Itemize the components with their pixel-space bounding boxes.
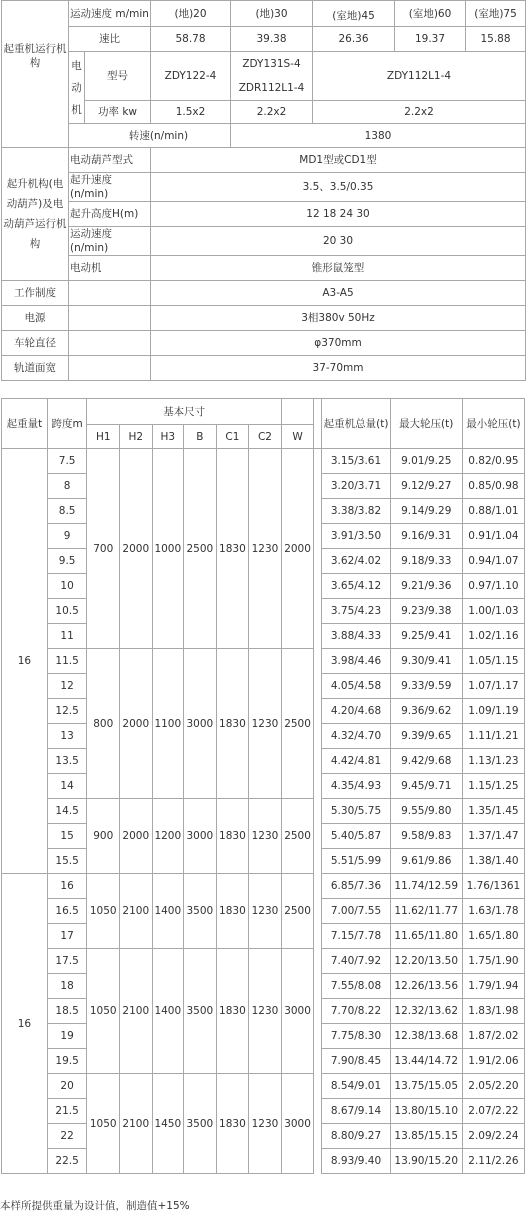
total-weight-cell: 7.15/7.78: [322, 924, 390, 949]
spec-row-power-supply: [2, 306, 526, 331]
min-wheel-cell: 1.65/1.80: [462, 924, 524, 949]
min-wheel-header: 最小轮压(t): [462, 399, 524, 449]
max-wheel-cell: 9.16/9.31: [390, 524, 462, 549]
min-wheel-cell: 0.94/1.07: [462, 549, 524, 574]
model-label: 型号: [85, 52, 151, 101]
min-wheel-cell: 1.09/1.19: [462, 699, 524, 724]
total-weight-cell: 5.51/5.99: [322, 849, 390, 874]
total-weight-cell: 3.98/4.46: [322, 649, 390, 674]
spec-row-duty: [2, 281, 526, 306]
min-wheel-cell: 1.07/1.17: [462, 674, 524, 699]
total-weight-header: 起重机总量(t): [322, 399, 390, 449]
min-wheel-cell: 1.37/1.47: [462, 824, 524, 849]
min-wheel-cell: 0.97/1.10: [462, 574, 524, 599]
hoist-motor-value: 锥形鼠笼型: [151, 256, 526, 281]
max-wheel-cell: 9.33/9.59: [390, 674, 462, 699]
min-wheel-cell: 1.15/1.25: [462, 774, 524, 799]
dim-w-cell: 2500: [281, 799, 314, 874]
dim-h1-cell: 900: [87, 799, 120, 874]
span-cell: 17.5: [47, 949, 87, 974]
dim-h2-cell: 2000: [120, 799, 153, 874]
spec-row-model: [2, 52, 526, 101]
total-weight-cell: 8.80/9.27: [322, 1124, 390, 1149]
max-wheel-cell: 9.42/9.68: [390, 749, 462, 774]
table-row: [2, 649, 525, 674]
power-cell: 2.2x2: [231, 101, 313, 124]
spec-row-speed: [2, 1, 526, 27]
span-cell: 13.5: [47, 749, 87, 774]
empty-cell: [314, 999, 322, 1024]
dim-h3-cell: 1450: [152, 1074, 184, 1174]
dimension-table: [1, 398, 525, 1174]
max-wheel-cell: 9.01/9.25: [390, 449, 462, 474]
max-wheel-cell: 9.36/9.62: [390, 699, 462, 724]
span-cell: 21.5: [47, 1099, 87, 1124]
empty-cell: [314, 1099, 322, 1124]
max-wheel-cell: 13.80/15.10: [390, 1099, 462, 1124]
min-wheel-cell: 1.63/1.78: [462, 899, 524, 924]
max-wheel-cell: 9.45/9.71: [390, 774, 462, 799]
ratio-cell: 15.88: [466, 27, 526, 52]
total-weight-cell: 4.42/4.81: [322, 749, 390, 774]
dim-w-cell: 3000: [281, 949, 314, 1074]
ratio-cell: 39.38: [231, 27, 313, 52]
table-row: [2, 1074, 525, 1099]
speed-cell: (地)20: [151, 1, 231, 27]
wheel-label: 车轮直径: [2, 331, 69, 356]
min-wheel-cell: 1.05/1.15: [462, 649, 524, 674]
empty-cell: [314, 824, 322, 849]
rail-label: 轨道面宽: [2, 356, 69, 381]
col-header-w: W: [281, 425, 314, 449]
span-cell: 8: [47, 474, 87, 499]
hoist-speed-label: 运动速度(n/min): [69, 227, 151, 256]
total-weight-cell: 3.15/3.61: [322, 449, 390, 474]
min-wheel-cell: 0.91/1.04: [462, 524, 524, 549]
dim-b-cell: 2500: [184, 449, 217, 649]
model-cell-two-lines: [231, 52, 313, 101]
min-wheel-cell: 1.38/1.40: [462, 849, 524, 874]
min-wheel-cell: 1.35/1.45: [462, 799, 524, 824]
max-wheel-cell: 9.12/9.27: [390, 474, 462, 499]
min-wheel-cell: 1.02/1.16: [462, 624, 524, 649]
min-wheel-cell: 2.05/2.20: [462, 1074, 524, 1099]
rpm-value: 1380: [231, 124, 526, 148]
empty-cell: [314, 1149, 322, 1174]
dim-b-cell: 3500: [184, 949, 217, 1074]
dim-c2-cell: 1230: [249, 799, 282, 874]
dim-h2-cell: 2100: [120, 949, 153, 1074]
col-header-c1: C1: [216, 425, 249, 449]
duty-value: A3-A5: [151, 281, 526, 306]
dim-h1-cell: 1050: [87, 949, 120, 1074]
lift-speed-value: 3.5、3.5/0.35: [151, 173, 526, 202]
empty-cell: [314, 574, 322, 599]
max-wheel-cell: 9.55/9.80: [390, 799, 462, 824]
min-wheel-cell: 2.11/2.26: [462, 1149, 524, 1174]
span-cell: 9: [47, 524, 87, 549]
min-wheel-cell: 2.07/2.22: [462, 1099, 524, 1124]
min-wheel-cell: 1.79/1.94: [462, 974, 524, 999]
span-cell: 18: [47, 974, 87, 999]
power-supply-label: 电源: [2, 306, 69, 331]
col-header-c2: C2: [249, 425, 282, 449]
dim-h2-cell: 2000: [120, 449, 153, 649]
empty-cell: [314, 799, 322, 824]
empty-cell: [314, 474, 322, 499]
span-cell: 15: [47, 824, 87, 849]
max-wheel-cell: 11.62/11.77: [390, 899, 462, 924]
max-wheel-cell: 9.18/9.33: [390, 549, 462, 574]
empty-cell: [314, 674, 322, 699]
empty-cell: [314, 899, 322, 924]
span-cell: 9.5: [47, 549, 87, 574]
col-header-h3: H3: [152, 425, 184, 449]
dim-w-cell: 3000: [281, 1074, 314, 1174]
spec-row-hoist-speed: [2, 227, 526, 256]
empty-cell: [314, 649, 322, 674]
table-row: [2, 949, 525, 974]
wheel-value: φ370mm: [151, 331, 526, 356]
empty-cell: [314, 924, 322, 949]
total-weight-cell: 6.85/7.36: [322, 874, 390, 899]
spec-table: [1, 0, 526, 381]
hoist-type-label: 电动葫芦型式: [69, 148, 151, 173]
max-wheel-cell: 11.74/12.59: [390, 874, 462, 899]
dim-h1-cell: 1050: [87, 874, 120, 949]
span-cell: 7.5: [47, 449, 87, 474]
span-cell: 12.5: [47, 699, 87, 724]
total-weight-cell: 7.70/8.22: [322, 999, 390, 1024]
span-cell: 14.5: [47, 799, 87, 824]
max-wheel-cell: 9.23/9.38: [390, 599, 462, 624]
speed-cell: (室地)45: [313, 1, 395, 27]
max-wheel-cell: 13.75/15.05: [390, 1074, 462, 1099]
dim-c1-cell: 1830: [216, 1074, 249, 1174]
group-run-label: 起重机运行机构: [2, 1, 69, 148]
dim-c2-cell: 1230: [249, 1074, 282, 1174]
dim-b-cell: 3000: [184, 799, 217, 874]
span-cell: 20: [47, 1074, 87, 1099]
lift-speed-label: 起升速度(n/min): [69, 173, 151, 202]
model-cell: ZDY122-4: [151, 52, 231, 101]
empty-cell: [314, 549, 322, 574]
empty-cell: [314, 949, 322, 974]
motor-group-label: 电动机: [69, 52, 85, 124]
capacity-cell: 16: [2, 449, 48, 874]
span-cell: 12: [47, 674, 87, 699]
max-wheel-cell: 9.58/9.83: [390, 824, 462, 849]
rail-value: 37-70mm: [151, 356, 526, 381]
total-weight-cell: 3.65/4.12: [322, 574, 390, 599]
ratio-label: 速比: [69, 27, 151, 52]
empty-cell: [314, 599, 322, 624]
basic-size-header: 基本尺寸: [87, 399, 281, 425]
empty-cell: [314, 399, 322, 449]
dim-c2-cell: 1230: [249, 949, 282, 1074]
total-weight-cell: 7.75/8.30: [322, 1024, 390, 1049]
empty-cell: [314, 499, 322, 524]
empty-cell: [314, 1124, 322, 1149]
empty-cell: [281, 399, 314, 425]
max-wheel-cell: 9.21/9.36: [390, 574, 462, 599]
capacity-header: 起重量t: [2, 399, 48, 449]
model-2a: ZDY131S-4: [242, 58, 301, 70]
max-wheel-cell: 9.61/9.86: [390, 849, 462, 874]
span-cell: 19.5: [47, 1049, 87, 1074]
total-weight-cell: 3.62/4.02: [322, 549, 390, 574]
hoist-speed-value: 20 30: [151, 227, 526, 256]
ratio-cell: 58.78: [151, 27, 231, 52]
total-weight-cell: 5.40/5.87: [322, 824, 390, 849]
speed-cell: (地)30: [231, 1, 313, 27]
span-cell: 18.5: [47, 999, 87, 1024]
max-wheel-cell: 12.20/13.50: [390, 949, 462, 974]
col-header-h2: H2: [120, 425, 153, 449]
max-wheel-cell: 11.65/11.80: [390, 924, 462, 949]
empty-cell: [314, 624, 322, 649]
total-weight-cell: 3.88/4.33: [322, 624, 390, 649]
dim-b-cell: 3500: [184, 1074, 217, 1174]
total-weight-cell: 4.20/4.68: [322, 699, 390, 724]
hoist-type-value: MD1型或CD1型: [151, 148, 526, 173]
total-weight-cell: 7.00/7.55: [322, 899, 390, 924]
spec-row-ratio: [2, 27, 526, 52]
group-hoist-label: 起升机构(电动葫芦)及电动葫芦运行机构: [2, 148, 69, 281]
spec-row-wheel: [2, 331, 526, 356]
total-weight-cell: 3.75/4.23: [322, 599, 390, 624]
spec-row-hoist-motor: [2, 256, 526, 281]
col-header-h1: H1: [87, 425, 120, 449]
span-cell: 22.5: [47, 1149, 87, 1174]
span-cell: 10.5: [47, 599, 87, 624]
total-weight-cell: 4.32/4.70: [322, 724, 390, 749]
dim-h2-cell: 2100: [120, 874, 153, 949]
min-wheel-cell: 0.82/0.95: [462, 449, 524, 474]
empty-cell: [314, 974, 322, 999]
total-weight-cell: 4.05/4.58: [322, 674, 390, 699]
empty-cell: [314, 1074, 322, 1099]
span-cell: 17: [47, 924, 87, 949]
max-wheel-cell: 9.30/9.41: [390, 649, 462, 674]
max-wheel-cell: 9.39/9.65: [390, 724, 462, 749]
max-wheel-cell: 12.32/13.62: [390, 999, 462, 1024]
empty-cell: [314, 449, 322, 474]
dim-c1-cell: 1830: [216, 949, 249, 1074]
col-header-b: B: [184, 425, 217, 449]
empty-cell: [314, 1024, 322, 1049]
model-2b: ZDR112L1-4: [238, 82, 305, 94]
max-wheel-cell: 9.14/9.29: [390, 499, 462, 524]
span-cell: 19: [47, 1024, 87, 1049]
dim-h1-cell: 800: [87, 649, 120, 799]
min-wheel-cell: 0.85/0.98: [462, 474, 524, 499]
span-cell: 15.5: [47, 849, 87, 874]
lift-height-value: 12 18 24 30: [151, 202, 526, 227]
span-cell: 16.5: [47, 899, 87, 924]
power-supply-value: 3相380v 50Hz: [151, 306, 526, 331]
dim-h2-cell: 2000: [120, 649, 153, 799]
min-wheel-cell: 1.75/1.90: [462, 949, 524, 974]
speed-cell: (室地)60: [395, 1, 466, 27]
empty-cell: [314, 724, 322, 749]
dim-c2-cell: 1230: [249, 874, 282, 949]
dim-c2-cell: 1230: [249, 649, 282, 799]
dim-c1-cell: 1830: [216, 799, 249, 874]
max-wheel-cell: 13.44/14.72: [390, 1049, 462, 1074]
empty-cell: [314, 849, 322, 874]
empty-cell: [314, 774, 322, 799]
empty-cell: [314, 874, 322, 899]
power-label: 功率 kw: [85, 101, 151, 124]
min-wheel-cell: 1.87/2.02: [462, 1024, 524, 1049]
capacity-cell: 16: [2, 874, 48, 1174]
empty-cell: [69, 306, 151, 331]
model-cell: ZDY112L1-4: [313, 52, 526, 101]
empty-cell: [314, 749, 322, 774]
dim-header-row-1: [2, 399, 525, 425]
lift-height-label: 起升高度H(m): [69, 202, 151, 227]
dim-h2-cell: 2100: [120, 1074, 153, 1174]
dim-b-cell: 3500: [184, 874, 217, 949]
empty-cell: [69, 331, 151, 356]
dim-h3-cell: 1400: [152, 874, 184, 949]
total-weight-cell: 3.38/3.82: [322, 499, 390, 524]
dim-b-cell: 3000: [184, 649, 217, 799]
table-row: [2, 799, 525, 824]
span-cell: 16: [47, 874, 87, 899]
ratio-cell: 26.36: [313, 27, 395, 52]
dim-h3-cell: 1100: [152, 649, 184, 799]
dim-c1-cell: 1830: [216, 874, 249, 949]
total-weight-cell: 8.54/9.01: [322, 1074, 390, 1099]
spec-row-lift-height: [2, 202, 526, 227]
empty-cell: [314, 524, 322, 549]
span-cell: 22: [47, 1124, 87, 1149]
dim-h3-cell: 1400: [152, 949, 184, 1074]
spec-row-rpm: [2, 124, 526, 148]
min-wheel-cell: 1.00/1.03: [462, 599, 524, 624]
min-wheel-cell: 1.11/1.21: [462, 724, 524, 749]
dim-w-cell: 2500: [281, 649, 314, 799]
max-wheel-cell: 12.26/13.56: [390, 974, 462, 999]
dim-h1-cell: 700: [87, 449, 120, 649]
dim-c1-cell: 1830: [216, 649, 249, 799]
ratio-cell: 19.37: [395, 27, 466, 52]
spec-row-lift-speed: [2, 173, 526, 202]
dim-c1-cell: 1830: [216, 449, 249, 649]
span-cell: 14: [47, 774, 87, 799]
min-wheel-cell: 1.91/2.06: [462, 1049, 524, 1074]
span-cell: 10: [47, 574, 87, 599]
power-cell: 1.5x2: [151, 101, 231, 124]
total-weight-cell: 3.20/3.71: [322, 474, 390, 499]
min-wheel-cell: 2.09/2.24: [462, 1124, 524, 1149]
total-weight-cell: 8.67/9.14: [322, 1099, 390, 1124]
span-header: 跨度m: [47, 399, 87, 449]
empty-cell: [69, 281, 151, 306]
max-wheel-cell: 13.85/15.15: [390, 1124, 462, 1149]
min-wheel-cell: 0.88/1.01: [462, 499, 524, 524]
table-row: [2, 449, 525, 474]
power-cell: 2.2x2: [313, 101, 526, 124]
empty-cell: [314, 699, 322, 724]
span-cell: 11: [47, 624, 87, 649]
total-weight-cell: 7.40/7.92: [322, 949, 390, 974]
total-weight-cell: 8.93/9.40: [322, 1149, 390, 1174]
footnote: 本样所提供重量为设计值，制造值+15%: [0, 1200, 190, 1212]
min-wheel-cell: 1.76/1361: [462, 874, 524, 899]
hoist-motor-label: 电动机: [69, 256, 151, 281]
dim-w-cell: 2500: [281, 874, 314, 949]
spec-row-rail: [2, 356, 526, 381]
span-cell: 13: [47, 724, 87, 749]
total-weight-cell: 7.55/8.08: [322, 974, 390, 999]
table-row: [2, 874, 525, 899]
dim-h3-cell: 1000: [152, 449, 184, 649]
max-wheel-header: 最大轮压(t): [390, 399, 462, 449]
dim-w-cell: 2000: [281, 449, 314, 649]
rpm-label: 转速(n/min): [69, 124, 231, 148]
empty-cell: [69, 356, 151, 381]
dimension-rows: [2, 449, 525, 1174]
span-cell: 8.5: [47, 499, 87, 524]
duty-label: 工作制度: [2, 281, 69, 306]
total-weight-cell: 4.35/4.93: [322, 774, 390, 799]
span-cell: 11.5: [47, 649, 87, 674]
spec-row-hoist-type: [2, 148, 526, 173]
speed-cell: (室地)75: [466, 1, 526, 27]
total-weight-cell: 3.91/3.50: [322, 524, 390, 549]
min-wheel-cell: 1.13/1.23: [462, 749, 524, 774]
dim-h1-cell: 1050: [87, 1074, 120, 1174]
max-wheel-cell: 9.25/9.41: [390, 624, 462, 649]
dim-c2-cell: 1230: [249, 449, 282, 649]
min-wheel-cell: 1.83/1.98: [462, 999, 524, 1024]
run-speed-label: 运动速度 m/min: [69, 1, 151, 27]
dim-h3-cell: 1200: [152, 799, 184, 874]
empty-cell: [314, 1049, 322, 1074]
max-wheel-cell: 13.90/15.20: [390, 1149, 462, 1174]
max-wheel-cell: 12.38/13.68: [390, 1024, 462, 1049]
total-weight-cell: 7.90/8.45: [322, 1049, 390, 1074]
total-weight-cell: 5.30/5.75: [322, 799, 390, 824]
